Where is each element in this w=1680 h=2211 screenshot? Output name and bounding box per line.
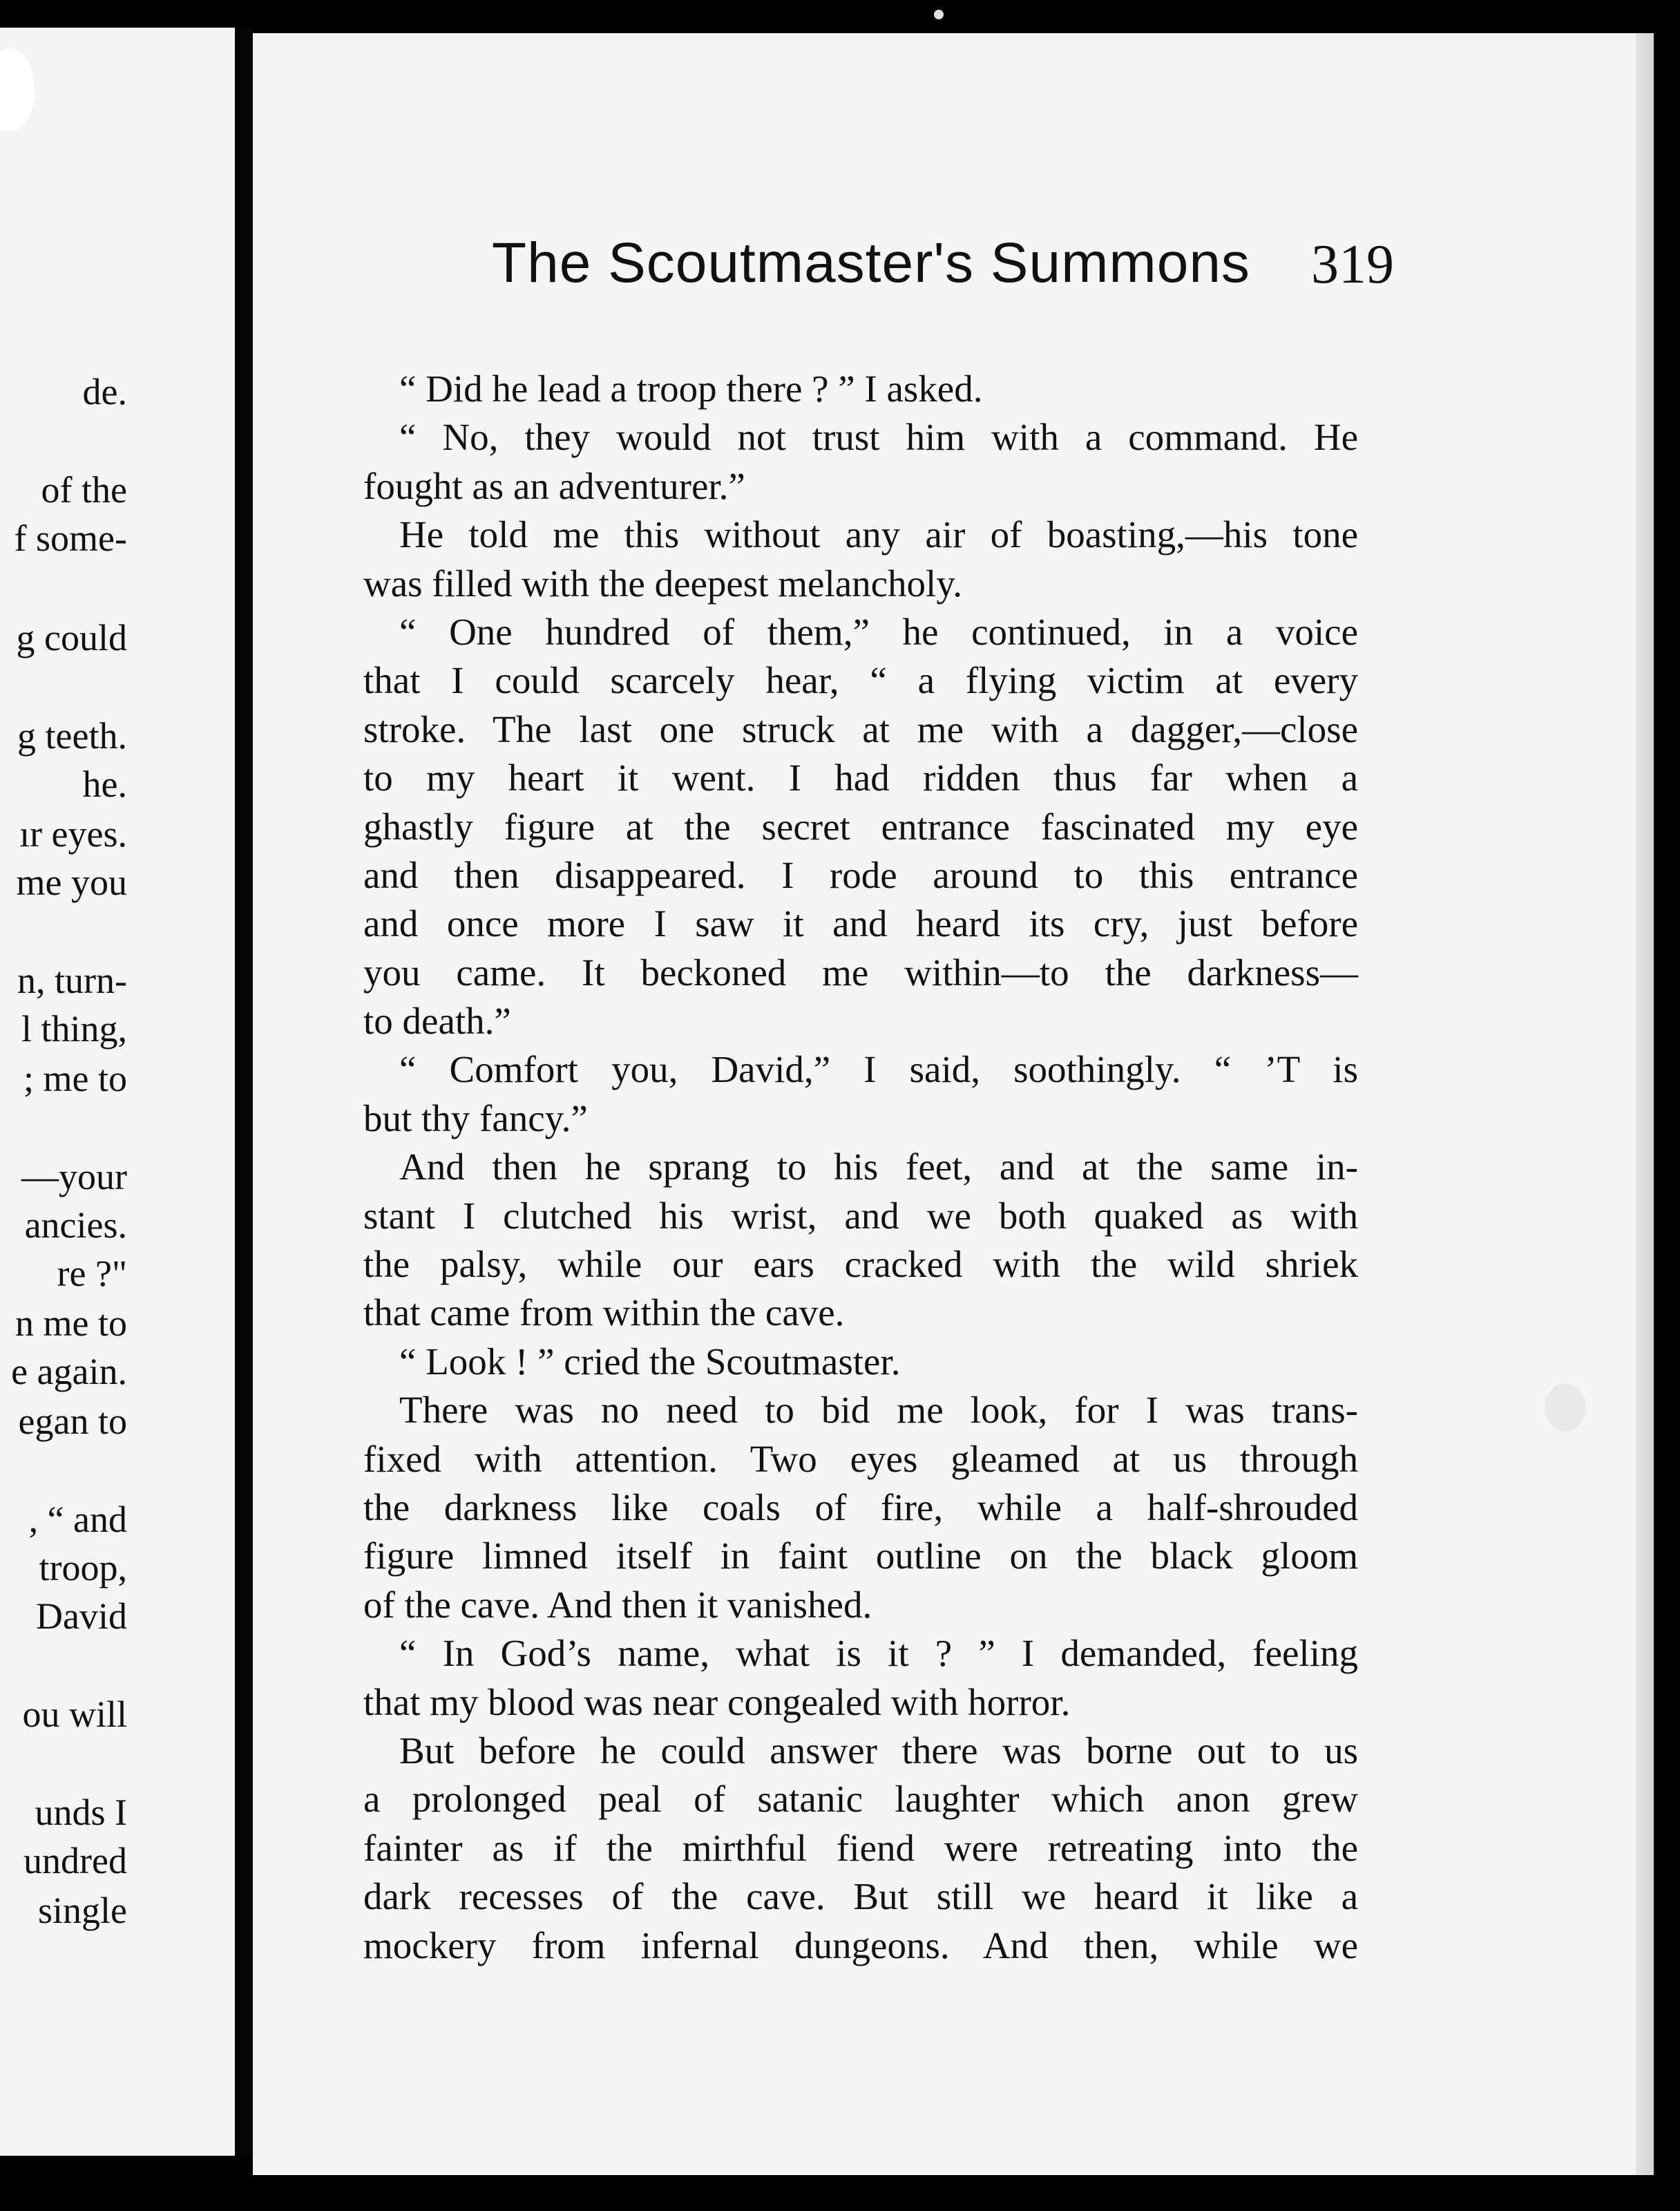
text-line: “ Did he lead a troop there ? ” I asked. <box>399 368 983 410</box>
text-line: to my heart it went. I had ridden thus far when a <box>363 757 1358 799</box>
text-line: “ Comfort you, David,” I said, soothingly. “ ’T is <box>399 1048 1358 1091</box>
text-line: “ No, they would not trust him with a command. He <box>399 416 1358 459</box>
text-line: dark recesses of the cave. But still we heard it like a <box>363 1875 1358 1918</box>
text-line: to death.” <box>363 1000 511 1043</box>
text-line: stant I clutched his wrist, and we both quaked as with <box>363 1194 1358 1237</box>
facing-line: ır eyes. <box>19 813 127 855</box>
text-line: “ Look ! ” cried the Scoutmaster. <box>399 1340 901 1383</box>
page-edge <box>1636 33 1654 2175</box>
page-body-text <box>363 365 1358 1970</box>
text-line: and then disappeared. I rode around to this entrance <box>363 853 1358 896</box>
text-line: was filled with the deepest melancholy. <box>363 562 963 605</box>
book-page <box>253 33 1654 2175</box>
text-line: And then he sprang to his feet, and at the same in- <box>399 1146 1358 1188</box>
text-line: fought as an adventurer.” <box>363 464 745 507</box>
facing-line: egan to <box>18 1401 127 1442</box>
facing-line: ancies. <box>24 1204 127 1246</box>
facing-line: unds I <box>35 1792 127 1833</box>
running-title: The Scoutmaster's Summons <box>492 231 1250 294</box>
text-line: that my blood was near congealed with horror. <box>363 1680 1071 1723</box>
facing-line: he. <box>82 763 127 805</box>
text-line: the darkness like coals of fire, while a half-shrouded <box>363 1486 1358 1528</box>
page-number: 319 <box>1311 234 1394 295</box>
text-line: the palsy, while our ears cracked with the wild shriek <box>363 1243 1358 1286</box>
facing-line: l thing, <box>21 1008 127 1050</box>
facing-line: —your <box>21 1156 127 1197</box>
facing-line: me you <box>16 862 127 903</box>
facing-line: ; me to <box>23 1058 127 1099</box>
page-header <box>253 231 1654 307</box>
facing-line: ou will <box>22 1693 127 1735</box>
text-line: but thy fancy.” <box>363 1097 588 1139</box>
text-line: There was no need to bid me look, for I was trans- <box>399 1389 1358 1432</box>
text-line: ghastly figure at the secret entrance fascinated my eye <box>363 805 1358 848</box>
text-line: and once more I saw it and heard its cry, just before <box>363 902 1358 945</box>
text-line: figure limned itself in faint outline on the black gloom <box>363 1535 1358 1577</box>
facing-line: , “ and <box>28 1499 127 1540</box>
facing-line: single <box>38 1890 127 1931</box>
scan-speck <box>934 10 944 19</box>
text-line: mockery from infernal dungeons. And then, while we <box>363 1924 1358 1966</box>
text-line: “ In God’s name, what is it ? ” I demanded, feeling <box>399 1632 1358 1675</box>
facing-line: undred <box>23 1840 127 1881</box>
facing-line: troop, <box>39 1547 127 1588</box>
text-line: of the cave. And then it vanished. <box>363 1583 872 1626</box>
facing-line: re ?" <box>57 1253 127 1294</box>
text-line: He told me this without any air of boasting,—his tone <box>399 513 1358 556</box>
facing-line: n, turn- <box>17 960 127 1001</box>
facing-line: f some- <box>14 518 127 559</box>
text-line: fainter as if the mirthful fiend were retreating into the <box>363 1826 1358 1869</box>
text-line: that came from within the cave. <box>363 1291 845 1334</box>
text-line: “ One hundred of them,” he continued, in a voice <box>399 610 1358 653</box>
facing-line: g could <box>16 617 127 658</box>
text-line: that I could scarcely hear, “ a flying victim at every <box>363 659 1358 702</box>
text-line: But before he could answer there was borne out to us <box>399 1729 1358 1772</box>
facing-page-fragment <box>0 28 235 2156</box>
facing-line: David <box>36 1595 127 1637</box>
text-line: fixed with attention. Two eyes gleamed at us through <box>363 1437 1358 1480</box>
text-line: stroke. The last one struck at me with a dagger,—close <box>363 708 1358 750</box>
facing-line: g teeth. <box>17 715 127 757</box>
facing-line: n me to <box>15 1302 127 1344</box>
text-line: you came. It beckoned me within—to the darkness— <box>363 951 1358 994</box>
facing-line: de. <box>82 371 127 412</box>
book-gutter <box>235 28 253 2156</box>
text-line: a prolonged peal of satanic laughter which anon grew <box>363 1778 1358 1821</box>
facing-line: of the <box>41 469 127 511</box>
facing-line: e again. <box>11 1351 127 1392</box>
scan-light-spot <box>1545 1383 1586 1432</box>
facing-page-text <box>0 28 235 2156</box>
